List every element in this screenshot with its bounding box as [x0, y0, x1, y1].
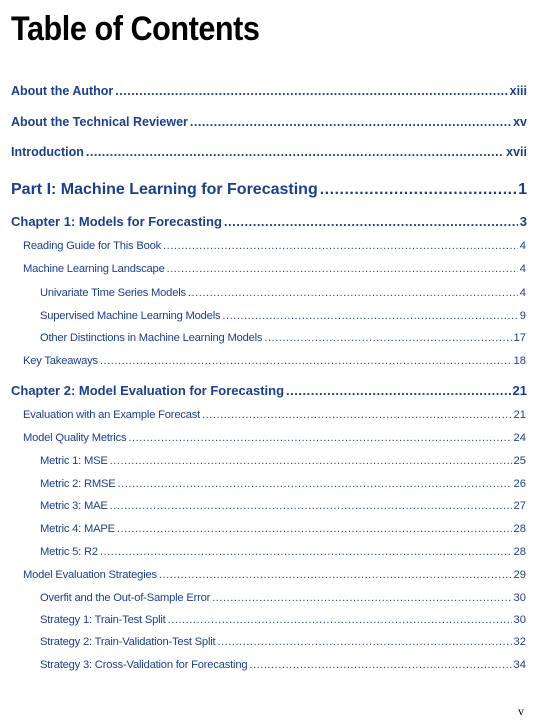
toc-page-number: 24: [513, 432, 526, 444]
toc-page-number: 9: [519, 310, 526, 322]
toc-entry-label: Strategy 1: Train-Test Split: [40, 614, 166, 626]
toc-page-number: 4: [519, 263, 526, 275]
toc-entry-label: About the Author: [11, 84, 114, 98]
toc-chapter-1[interactable]: [11, 214, 527, 229]
toc-subsection-mse[interactable]: [40, 455, 526, 467]
toc-entry-label: Metric 4: MAPE: [40, 523, 115, 535]
dot-leader: [264, 332, 511, 344]
toc-page-number: 21: [513, 409, 526, 421]
toc-chapter-label: Chapter 2: Model Evaluation for Forecasting: [11, 383, 285, 398]
toc-subsection-train-test-split[interactable]: [40, 614, 526, 626]
dot-leader: [190, 115, 511, 129]
toc-entry-label: Model Quality Metrics: [23, 432, 127, 444]
toc-page-number: 26: [513, 478, 526, 490]
toc-entry-label: Overfit and the Out-of-Sample Error: [40, 592, 211, 604]
toc-section-evaluation-strategies[interactable]: [23, 569, 526, 581]
dot-leader: [118, 478, 512, 490]
toc-subsection-r2[interactable]: [40, 546, 526, 558]
page-title: Table of Contents: [11, 10, 260, 48]
toc-subsection-other-distinctions[interactable]: [40, 332, 526, 344]
toc-page-number: 29: [513, 569, 526, 581]
toc-section-ml-landscape[interactable]: [23, 263, 526, 275]
dot-leader: [100, 355, 512, 367]
dot-leader: [217, 636, 511, 648]
toc-page-number: xiii: [509, 84, 527, 98]
toc-part-1[interactable]: [11, 181, 527, 199]
dot-leader: [128, 432, 511, 444]
toc-entry-label: Strategy 2: Train-Validation-Test Split: [40, 636, 216, 648]
toc-page-number: 27: [513, 500, 526, 512]
dot-leader: [320, 181, 516, 199]
toc-entry-label: Key Takeaways: [23, 355, 98, 367]
toc-entry-label: Metric 5: R2: [40, 546, 98, 558]
toc-page-number: 3: [519, 214, 527, 229]
toc-page-number: 4: [519, 240, 526, 252]
toc-entry-label: Model Evaluation Strategies: [23, 569, 157, 581]
toc-entry-label: Evaluation with an Example Forecast: [23, 409, 201, 421]
dot-leader: [168, 614, 512, 626]
toc-entry-label: Other Distinctions in Machine Learning Models: [40, 332, 263, 344]
toc-part-label: Part I: Machine Learning for Forecasting: [11, 181, 318, 198]
toc-subsection-supervised[interactable]: [40, 310, 526, 322]
toc-entry-label: Reading Guide for This Book: [23, 240, 162, 252]
dot-leader: [286, 383, 510, 398]
toc-entry-about-author[interactable]: [11, 84, 527, 98]
dot-leader: [110, 500, 512, 512]
toc-page-number: 1: [518, 181, 527, 198]
toc-page-number: 17: [513, 332, 526, 344]
dot-leader: [188, 287, 518, 299]
toc-subsection-mape[interactable]: [40, 523, 526, 535]
dot-leader: [159, 569, 512, 581]
dot-leader: [202, 409, 511, 421]
toc-subsection-mae[interactable]: [40, 500, 526, 512]
toc-section-key-takeaways[interactable]: [23, 355, 526, 367]
toc-entry-label: Supervised Machine Learning Models: [40, 310, 221, 322]
dot-leader: [117, 523, 512, 535]
toc-entry-label: Strategy 3: Cross-Validation for Forecasting: [40, 659, 248, 671]
dot-leader: [100, 546, 512, 558]
toc-subsection-overfit[interactable]: [40, 592, 526, 604]
toc-page-number: 21: [512, 383, 527, 398]
toc-page-number: 30: [513, 592, 526, 604]
dot-leader: [222, 310, 517, 322]
toc-page-number: 32: [513, 636, 526, 648]
toc-subsection-univariate[interactable]: [40, 287, 526, 299]
dot-leader: [86, 145, 504, 159]
dot-leader: [249, 659, 511, 671]
toc-entry-label: Metric 2: RMSE: [40, 478, 116, 490]
dot-leader: [224, 214, 518, 229]
toc-page-number: xvii: [506, 145, 527, 159]
toc-section-model-quality-metrics[interactable]: [23, 432, 526, 444]
toc-chapter-label: Chapter 1: Models for Forecasting: [11, 214, 222, 229]
toc-page-number: 28: [513, 523, 526, 535]
dot-leader: [115, 84, 507, 98]
toc-entry-label: Metric 3: MAE: [40, 500, 108, 512]
toc-entry-label: Introduction: [11, 145, 84, 159]
toc-page-number: 25: [513, 455, 526, 467]
toc-page-number: 4: [519, 287, 526, 299]
page-number: v: [518, 704, 524, 718]
toc-entry-label: Machine Learning Landscape: [23, 263, 165, 275]
toc-entry-label: About the Technical Reviewer: [11, 115, 188, 129]
toc-section-evaluation-example[interactable]: [23, 409, 526, 421]
toc-section-reading-guide[interactable]: [23, 240, 526, 252]
toc-subsection-train-validation-test-split[interactable]: [40, 636, 526, 648]
dot-leader: [163, 240, 518, 252]
dot-leader: [110, 455, 512, 467]
toc-entry-about-technical-reviewer[interactable]: [11, 115, 527, 129]
toc-entry-label: Univariate Time Series Models: [40, 287, 186, 299]
toc-page-number: 34: [513, 659, 526, 671]
toc-page-number: xv: [513, 115, 527, 129]
toc-page-number: 18: [513, 355, 526, 367]
toc-entry-label: Metric 1: MSE: [40, 455, 108, 467]
dot-leader: [167, 263, 518, 275]
dot-leader: [212, 592, 511, 604]
toc-entry-introduction[interactable]: [11, 145, 527, 159]
toc-page-number: 28: [513, 546, 526, 558]
toc-page-number: 30: [513, 614, 526, 626]
toc-subsection-cross-validation[interactable]: [40, 659, 526, 671]
toc-chapter-2[interactable]: [11, 383, 527, 398]
toc-subsection-rmse[interactable]: [40, 478, 526, 490]
